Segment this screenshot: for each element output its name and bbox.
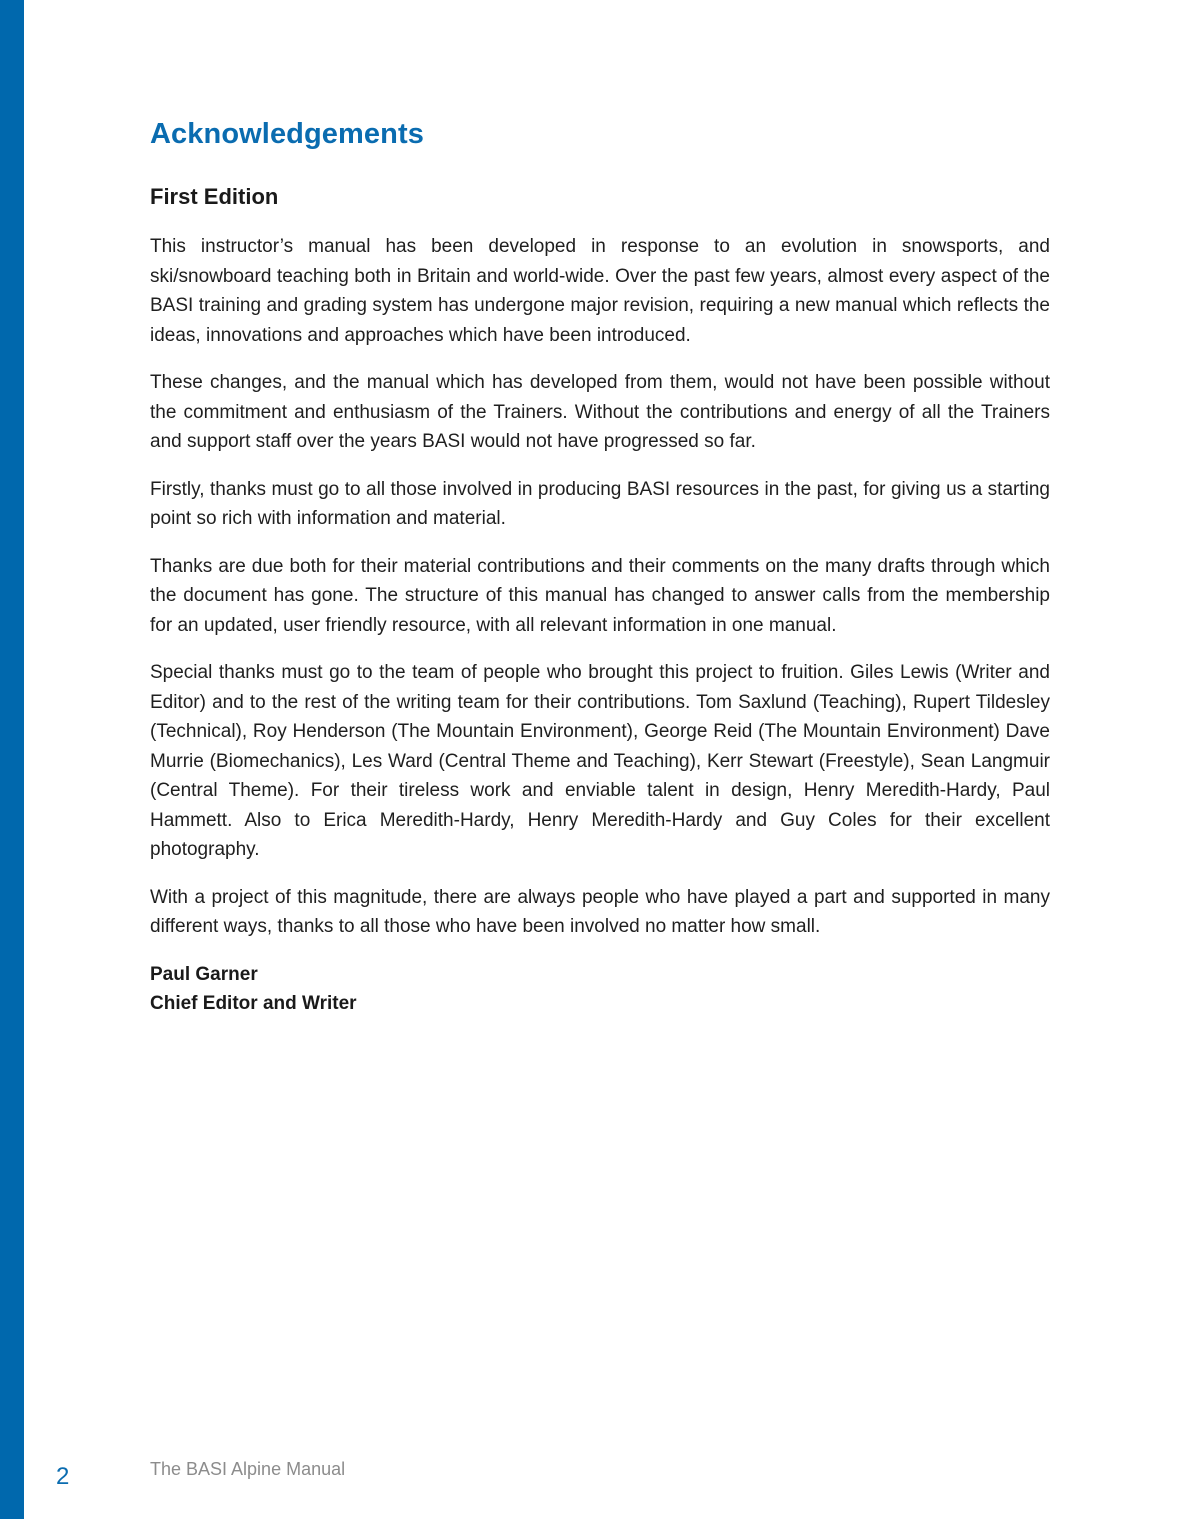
paragraph-intro: This instructor’s manual has been developed in response to an evolution in snowsports, and ski/snowboard teaching both in Britain and world-wide. Over the past few years, almost every aspect of the BASI training and grading system has undergone major revision, requiring a new manual which reflects the ideas, innovations and approaches which have been introduced. bbox=[150, 236, 1050, 346]
page-number: 2 bbox=[56, 1463, 70, 1490]
page-title: Acknowledgements bbox=[150, 118, 424, 150]
footer-document-title: The BASI Alpine Manual bbox=[150, 1459, 346, 1479]
side-accent-bar bbox=[0, 0, 24, 1519]
paragraph-special-thanks: Special thanks must go to the team of people who brought this project to fruition. Giles Lewis (Writer and Editor) and to the rest of the writing team for their contributions. Tom Saxlund (Teaching), Rupert Tildesley (Technical), Roy Henderson (The Mountain Environment), George Reid (The Mountain Environment) Dave Murrie (Biomechanics), Les Ward (Central Theme and Teaching), Kerr Stewart (Freestyle), Sean Langmuir (Central Theme). For their tireless work and enviable talent in design, Henry Meredith-Hardy, Paul Hammett. Also to Erica Meredith-Hardy, Henry Meredith-Hardy and Guy Coles for their excellent photography. bbox=[150, 662, 1050, 860]
paragraph-past-resources: Firstly, thanks must go to all those involved in producing BASI resources in the past, for giving us a starting point so rich with information and material. bbox=[150, 478, 1050, 529]
signature-name: Paul Garner bbox=[150, 963, 258, 985]
signature-block bbox=[150, 960, 1050, 1019]
paragraph-trainers: These changes, and the manual which has developed from them, would not have been possible without the commitment and enthusiasm of the Trainers. Without the contributions and energy of all the Trainers and support staff over the years BASI would not have progressed so far. bbox=[150, 372, 1050, 452]
page-content bbox=[150, 112, 1050, 1019]
paragraph-contributions: Thanks are due both for their material contributions and their comments on the many drafts through which the document has gone. The structure of this manual has changed to answer calls from the membership for an updated, user friendly resource, with all relevant information in one manual. bbox=[150, 555, 1050, 636]
signature-role: Chief Editor and Writer bbox=[150, 993, 357, 1014]
paragraph-closing: With a project of this magnitude, there are always people who have played a part and supported in many different ways, thanks to all those who have been involved no matter how small. bbox=[150, 886, 1050, 937]
section-heading: First Edition bbox=[150, 184, 279, 209]
